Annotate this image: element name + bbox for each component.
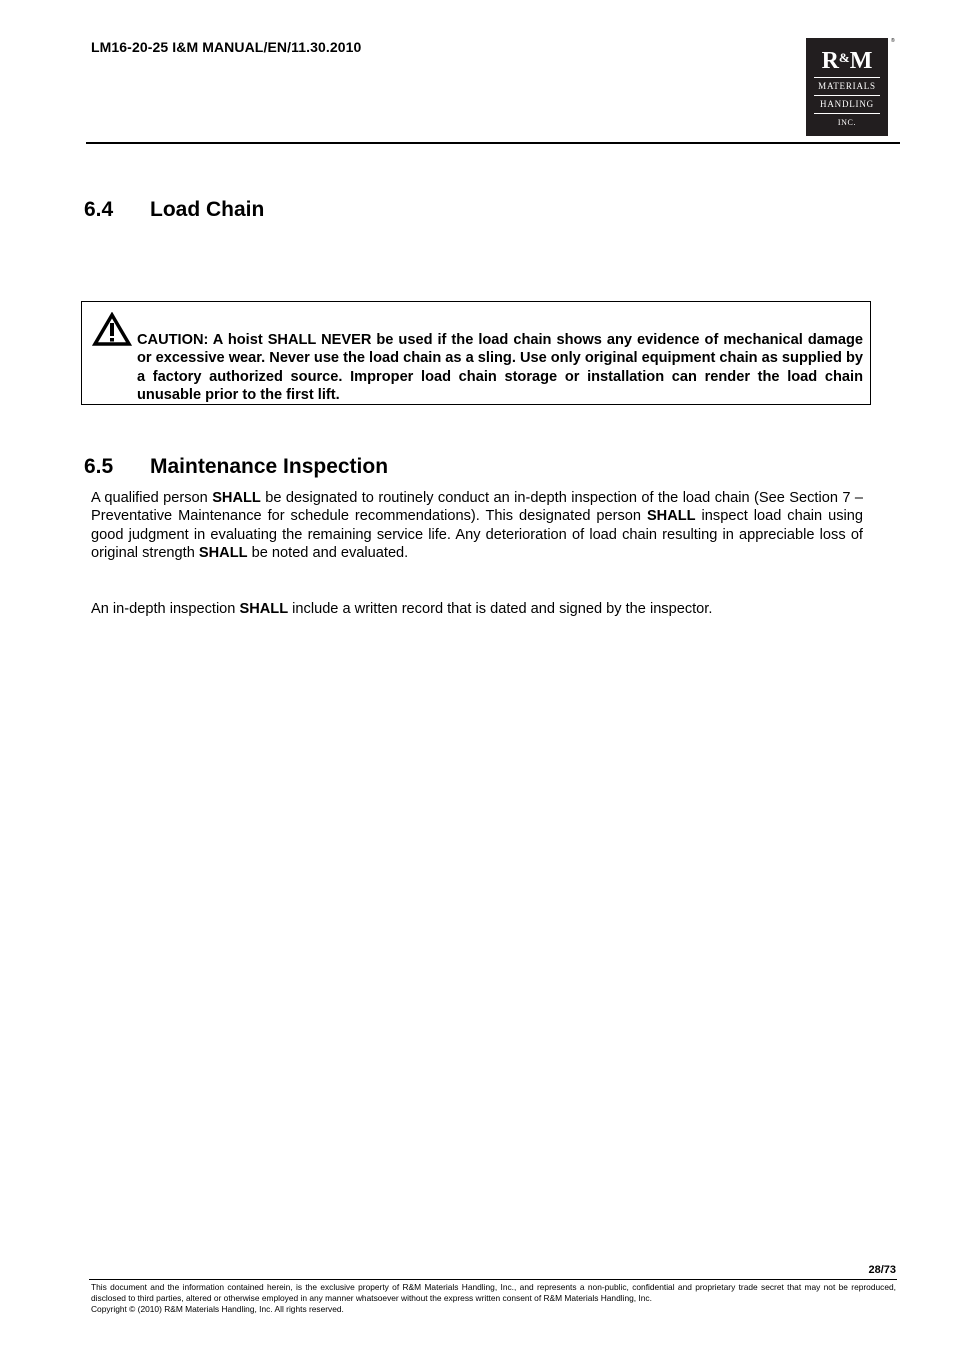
logo-monogram: R&M: [821, 48, 873, 74]
text-run: include a written record that is dated and signed by the inspector.: [288, 601, 713, 617]
document-id: LM16-20-25 I&M MANUAL/EN/11.30.2010: [91, 39, 362, 55]
text-run: be noted and evaluated.: [247, 544, 409, 561]
text-run: be designated to routinely conduct an in-depth inspection of the load chain (See Section 7 – Preventative Maintenance for schedule recommendations). This designated person: [91, 490, 864, 525]
logo-line-1: MATERIALS: [818, 81, 876, 91]
page-number: 28/73: [868, 1264, 896, 1276]
emphasis-shall: SHALL: [646, 508, 696, 525]
footer-divider: [89, 1279, 897, 1280]
section-number: 6.5: [84, 455, 114, 478]
section-title: Load Chain: [150, 198, 265, 221]
text-run: A qualified person: [91, 490, 213, 506]
paragraph-written-record: [91, 600, 863, 618]
text-run: inspect load chain using good judgment in evaluating the remaining service life. Any deterioration of load chain resulting in appreciable loss of original strength: [91, 508, 863, 561]
logo-line-3: INC.: [837, 118, 857, 127]
confidentiality-notice: [91, 1282, 896, 1315]
registered-mark: ®: [891, 38, 895, 44]
section-number: 6.4: [84, 198, 114, 221]
emphasis-shall: SHALL: [212, 490, 261, 506]
company-logo: [806, 38, 888, 136]
section-heading-maintenance-inspection: [84, 455, 388, 479]
copyright-text: Copyright © (2010) R&M Materials Handling, Inc. All rights reserved.: [91, 1304, 344, 1314]
caution-box: [81, 301, 871, 405]
emphasis-shall: SHALL: [198, 544, 248, 561]
text-run: An in-depth inspection: [91, 601, 240, 617]
section-heading-load-chain: [84, 198, 264, 222]
notice-text: This document and the information contained herein, is the exclusive property of R&M Materials Handling, Inc., and represents a non-public, confidential and proprietary trade secret that may not be reproduced, disclosed to third parties, altered or otherwise employed in any manner whatsoever without the express written consent of R&M Materials Handling, Inc.: [91, 1282, 896, 1303]
logo-line-2: HANDLING: [820, 99, 874, 109]
logo-divider: [814, 77, 880, 78]
logo-divider: [814, 95, 880, 96]
paragraph-inspection-designation: [91, 489, 863, 562]
warning-triangle-icon: [92, 312, 132, 348]
caution-text: CAUTION: A hoist SHALL NEVER be used if the load chain shows any evidence of mechanical damage or excessive wear. Never use the load chain as a sling. Use only original equipment chain as supplied by a factory authorized source. Improper load chain storage or installation can render the load chain unusable prior to the first lift.: [137, 332, 863, 403]
header-divider: [86, 142, 900, 144]
section-title: Maintenance Inspection: [150, 455, 389, 478]
logo-divider: [814, 113, 880, 114]
emphasis-shall: SHALL: [239, 601, 289, 617]
